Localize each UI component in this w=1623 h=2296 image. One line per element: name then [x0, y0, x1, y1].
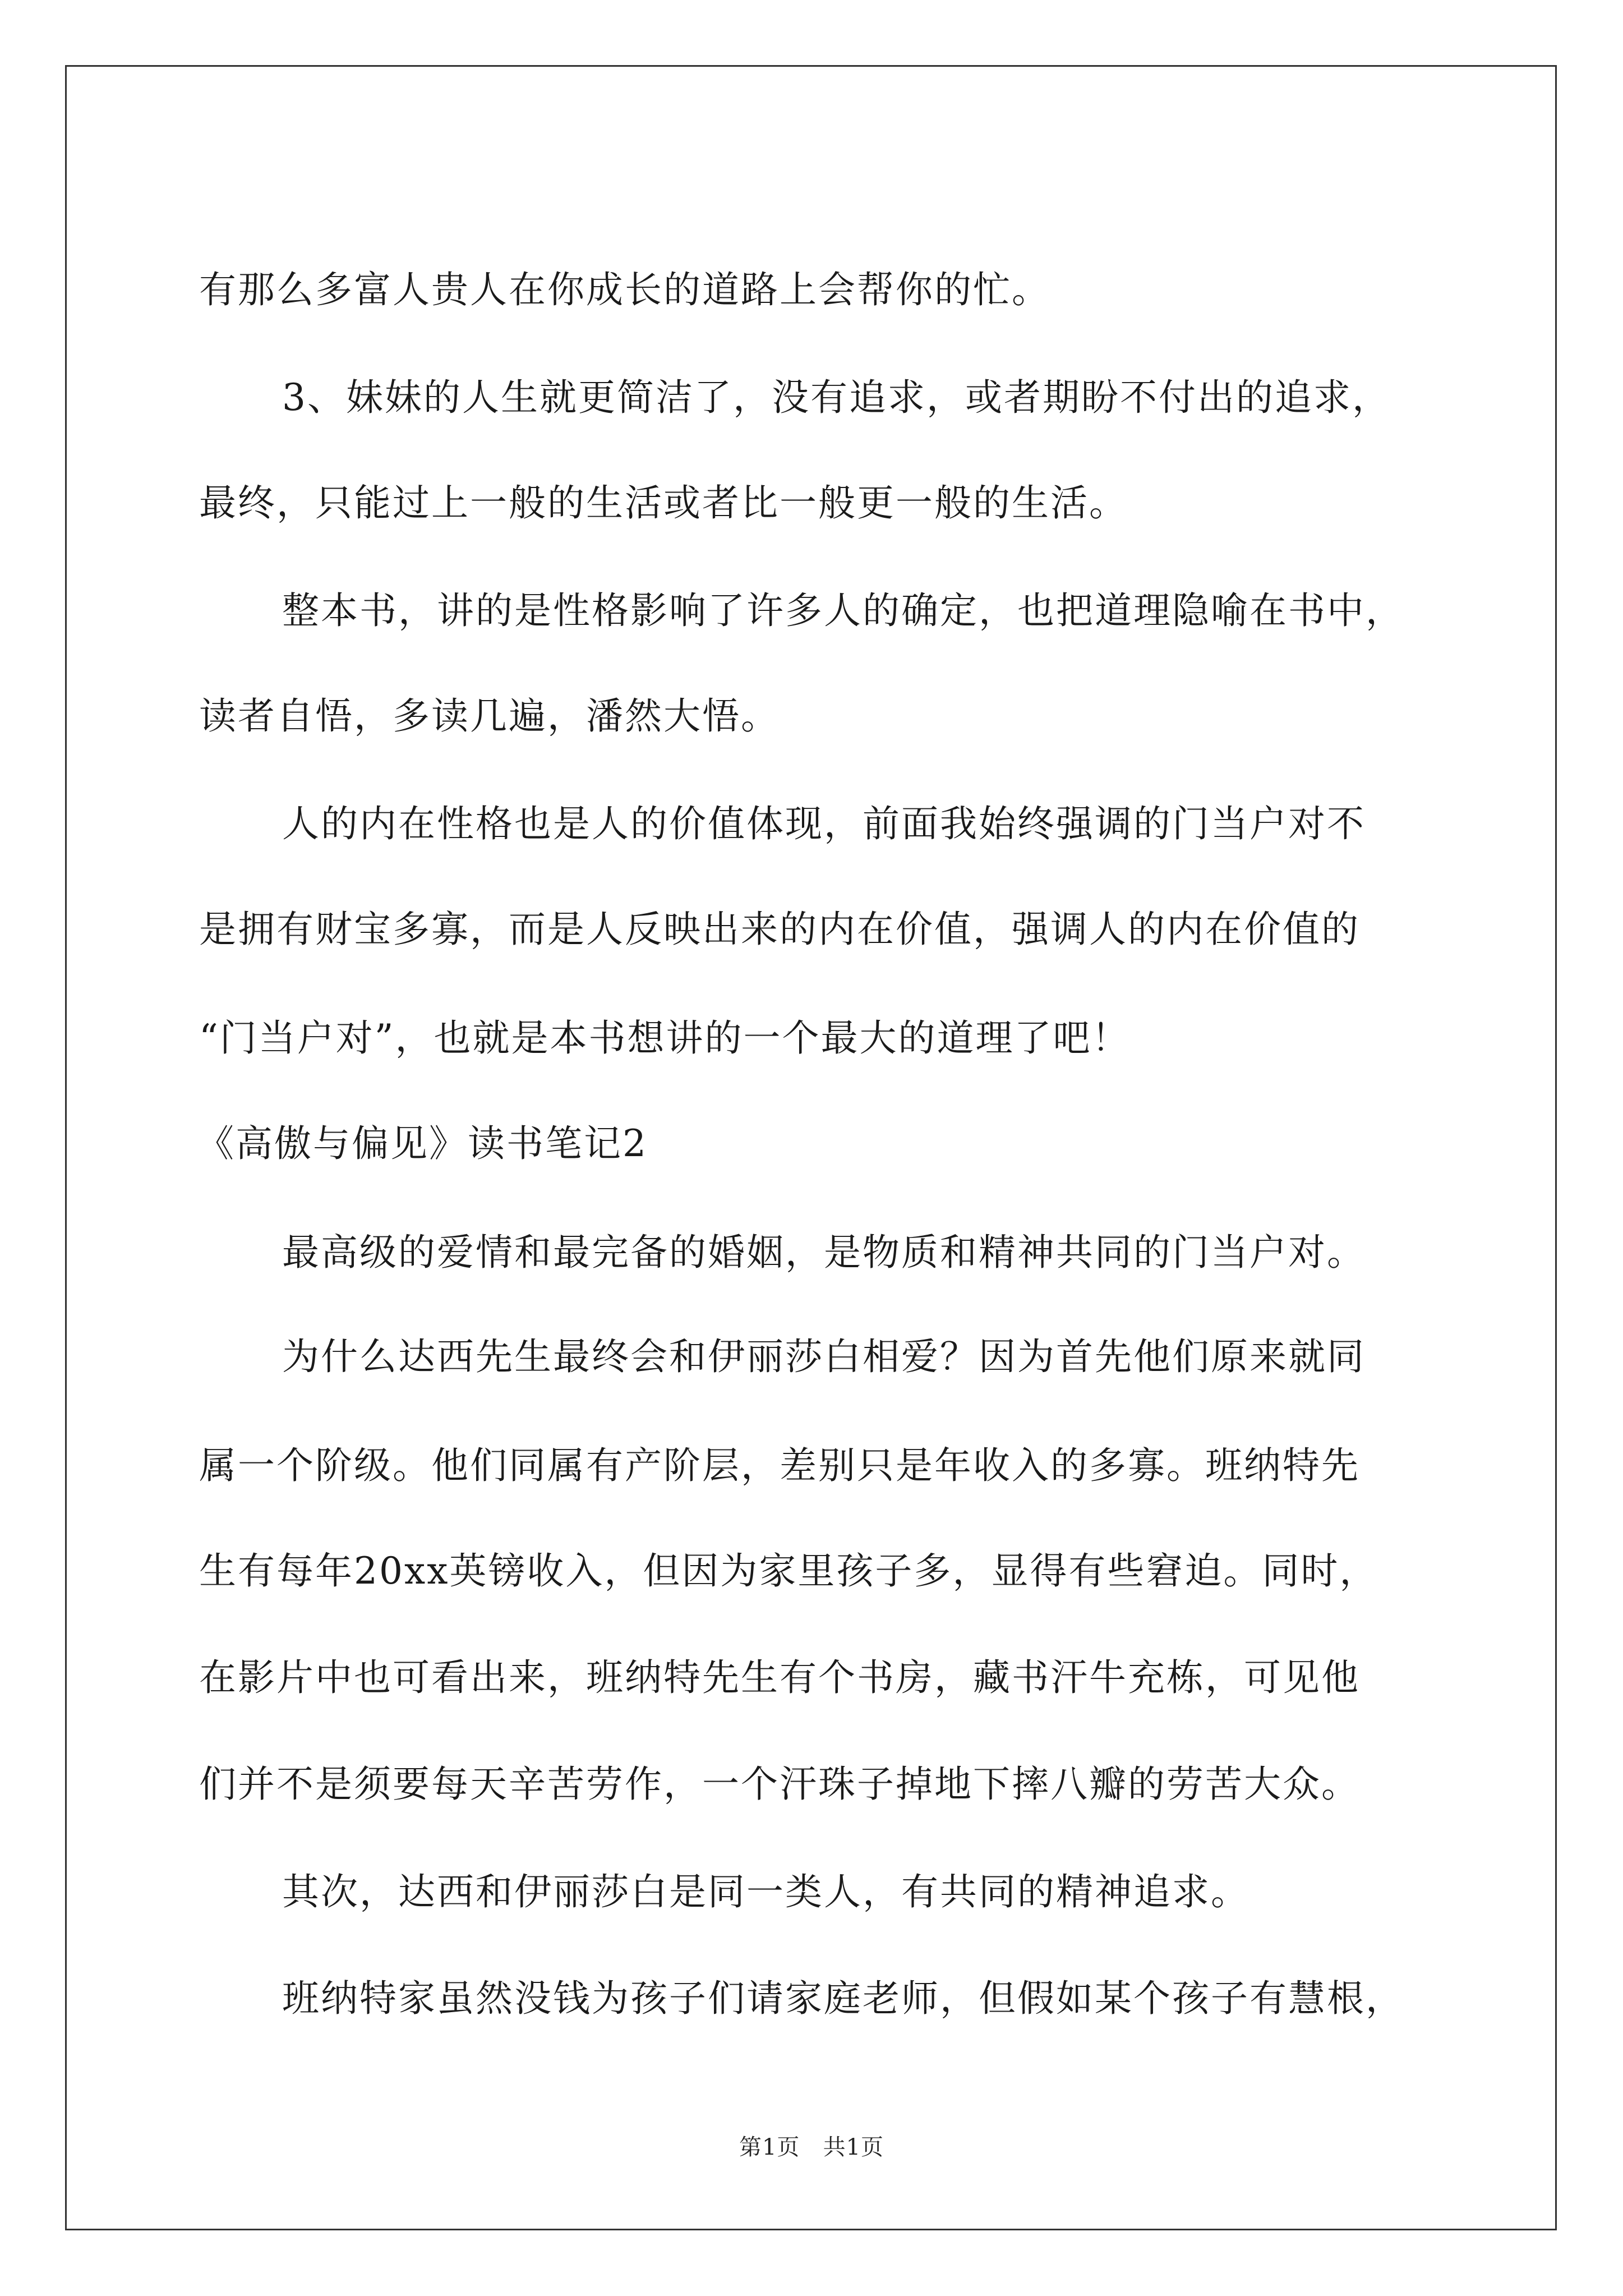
- text-line: 有那么多富人贵人在你成长的道路上会帮你的忙。: [199, 268, 1050, 311]
- text-line: 们并不是须要每天辛苦劳作，一个汗珠子掉地下摔八瓣的劳苦大众。: [199, 1763, 1360, 1806]
- text-line: 读者自悟，多读几遍，潘然大悟。: [199, 694, 780, 738]
- text-line: 整本书，讲的是性格影响了许多人的确定，也把道理隐喻在书中，: [282, 589, 1404, 632]
- text-line: 最高级的爱情和最完备的婚姻，是物质和精神共同的门当户对。: [282, 1231, 1366, 1274]
- text-line: 属一个阶级。他们同属有产阶层，差别只是年收入的多寡。班纳特先: [199, 1444, 1360, 1487]
- text-line: 班纳特家虽然没钱为孩子们请家庭老师，但假如某个孩子有慧根，: [282, 1977, 1404, 2020]
- text-line: 3、妹妹的人生就更简洁了，没有追求，或者期盼不付出的追求，: [282, 376, 1391, 419]
- text-line: 人的内在性格也是人的价值体现，前面我始终强调的门当户对不: [282, 802, 1366, 845]
- page-total: 共1页: [823, 2134, 884, 2160]
- text-line: 为什么达西先生最终会和伊丽莎白相爱？因为首先他们原来就同: [282, 1335, 1366, 1378]
- text-line: “门当户对”，也就是本书想讲的一个最大的道理了吧！: [199, 1016, 1131, 1060]
- section-heading: 《高傲与偏见》读书笔记2: [197, 1122, 648, 1165]
- text-line: 在影片中也可看出来，班纳特先生有个书房，藏书汗牛充栋，可见他: [199, 1656, 1360, 1699]
- text-line: 是拥有财宝多寡，而是人反映出来的内在价值，强调人的内在价值的: [199, 908, 1360, 951]
- text-line: 其次，达西和伊丽莎白是同一类人，有共同的精神追求。: [282, 1870, 1249, 1913]
- page-footer: [0, 2129, 1623, 2161]
- page-number: 第1页: [739, 2134, 800, 2160]
- text-line: 最终，只能过上一般的生活或者比一般更一般的生活。: [199, 481, 1128, 524]
- text-line: 生有每年20xx英镑收入，但因为家里孩子多，显得有些窘迫。同时，: [199, 1549, 1378, 1593]
